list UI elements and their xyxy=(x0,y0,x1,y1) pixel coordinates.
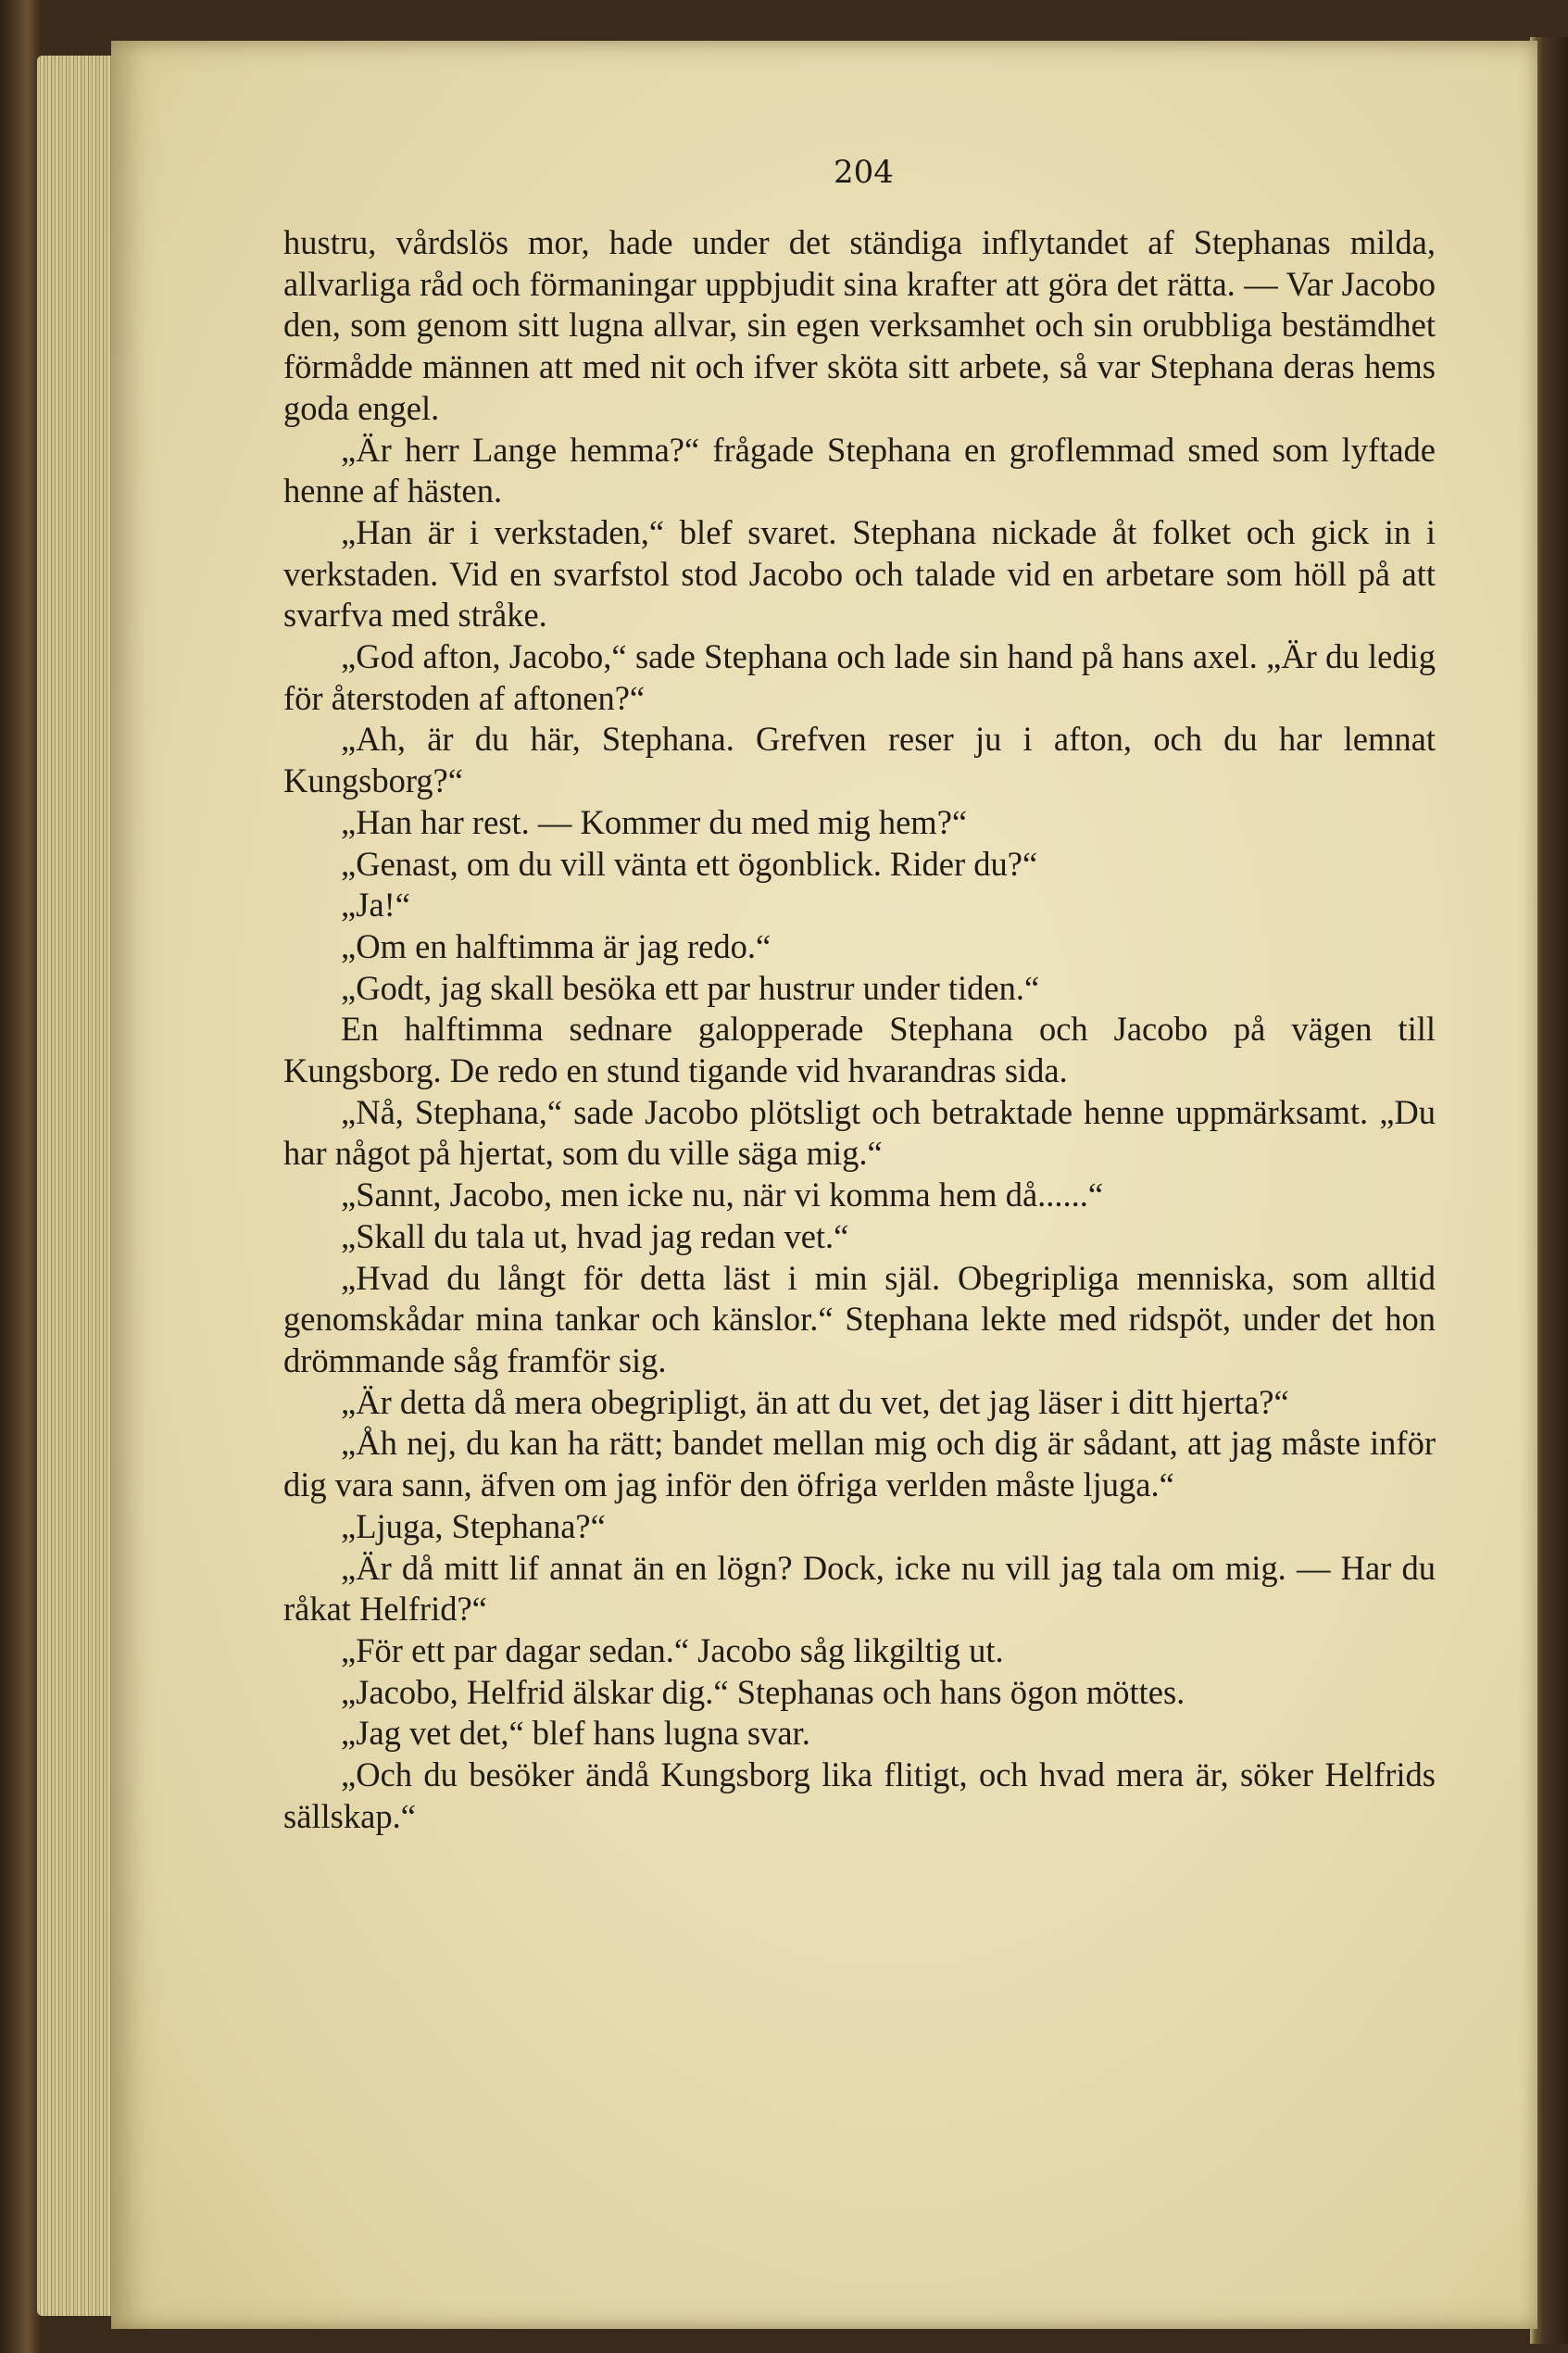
paragraph: „Godt, jag skall besöka ett par hustrur under tiden.“ xyxy=(341,968,1040,1007)
paragraph: „Om en halftimma är jag redo.“ xyxy=(341,926,771,965)
paragraph: „Är herr Lange hemma?“ frågade Stephana en groflemmad smed som lyftade henne af hästen. xyxy=(283,430,1436,510)
paragraph: hustru, vårdslös mor, hade under det ständiga inflytandet af Stephanas milda, allvarliga råd och förmaningar uppbjudit sina krafter att göra det rätta. — Var Jacobo den, som genom sitt lugna allvar, sin egen verksamhet och sin orubbliga bestämdhet förmådde männen att med nit och ifver sköta sitt arbete, så var Stephana deras hems goda engel. xyxy=(283,223,1436,427)
paragraph: „Jag vet det,“ blef hans lugna svar. xyxy=(341,1714,810,1753)
paragraph: „God afton, Jacobo,“ sade Stephana och lade sin hand på hans axel. „Är du ledig för återstoden af aftonen?“ xyxy=(283,637,1436,717)
paragraph: „Ljuga, Stephana?“ xyxy=(341,1506,606,1545)
paragraph: „Hvad du långt för detta läst i min själ. Obegripliga menniska, som alltid genomskådar mina tankar och känslor.“ Stephana lekte med ridspöt, under det hon drömmande såg framför sig. xyxy=(283,1258,1436,1379)
paragraph: En halftimma sednare galopperade Stephana och Jacobo på vägen till Kungsborg. De redo en stund tigande vid hvarandras sida. xyxy=(283,1010,1436,1090)
paragraph: „Sannt, Jacobo, men icke nu, när vi komma hem då......“ xyxy=(341,1176,1104,1214)
body-text xyxy=(283,222,1436,1837)
paragraph: „Jacobo, Helfrid älskar dig.“ Stephanas och hans ögon möttes. xyxy=(341,1672,1185,1711)
paragraph: „Är då mitt lif annat än en lögn? Dock, icke nu vill jag tala om mig. — Har du råkat Helfrid?“ xyxy=(283,1548,1436,1629)
paragraph: „Skall du tala ut, hvad jag redan vet.“ xyxy=(341,1216,849,1255)
paragraph: „Genast, om du vill vänta ett ögonblick. Rider du?“ xyxy=(341,844,1038,883)
paragraph: „Åh nej, du kan ha rätt; bandet mellan mig och dig är sådant, att jag måste inför dig vara sann, äfven om jag inför den öfriga verlden måste ljuga.“ xyxy=(283,1424,1436,1504)
paragraph: „Ja!“ xyxy=(341,886,411,925)
paragraph: „Är detta då mera obegripligt, än att du vet, det jag läser i ditt hjerta?“ xyxy=(341,1382,1289,1421)
paragraph: „Han har rest. — Kommer du med mig hem?“ xyxy=(341,802,968,841)
paragraph: „Ah, är du här, Stephana. Grefven reser ju i afton, och du har lemnat Kungsborg?“ xyxy=(283,720,1436,800)
paragraph: „För ett par dagar sedan.“ Jacobo såg likgiltig ut. xyxy=(341,1630,1004,1669)
paragraph: „Han är i verkstaden,“ blef svaret. Stephana nickade åt folket och gick in i verkstaden. Vid en svarfstol stod Jacobo och talade vid en arbetare som höll på att svarfva med stråke. xyxy=(283,512,1436,635)
page-number: 204 xyxy=(834,154,894,191)
paragraph: „Nå, Stephana,“ sade Jacobo plötsligt och betraktade henne uppmärksamt. „Du har något på hjertat, som du ville säga mig.“ xyxy=(283,1092,1436,1173)
paragraph: „Och du besöker ändå Kungsborg lika flitigt, och hvad mera är, söker Helfrids sällskap.“ xyxy=(283,1755,1436,1835)
